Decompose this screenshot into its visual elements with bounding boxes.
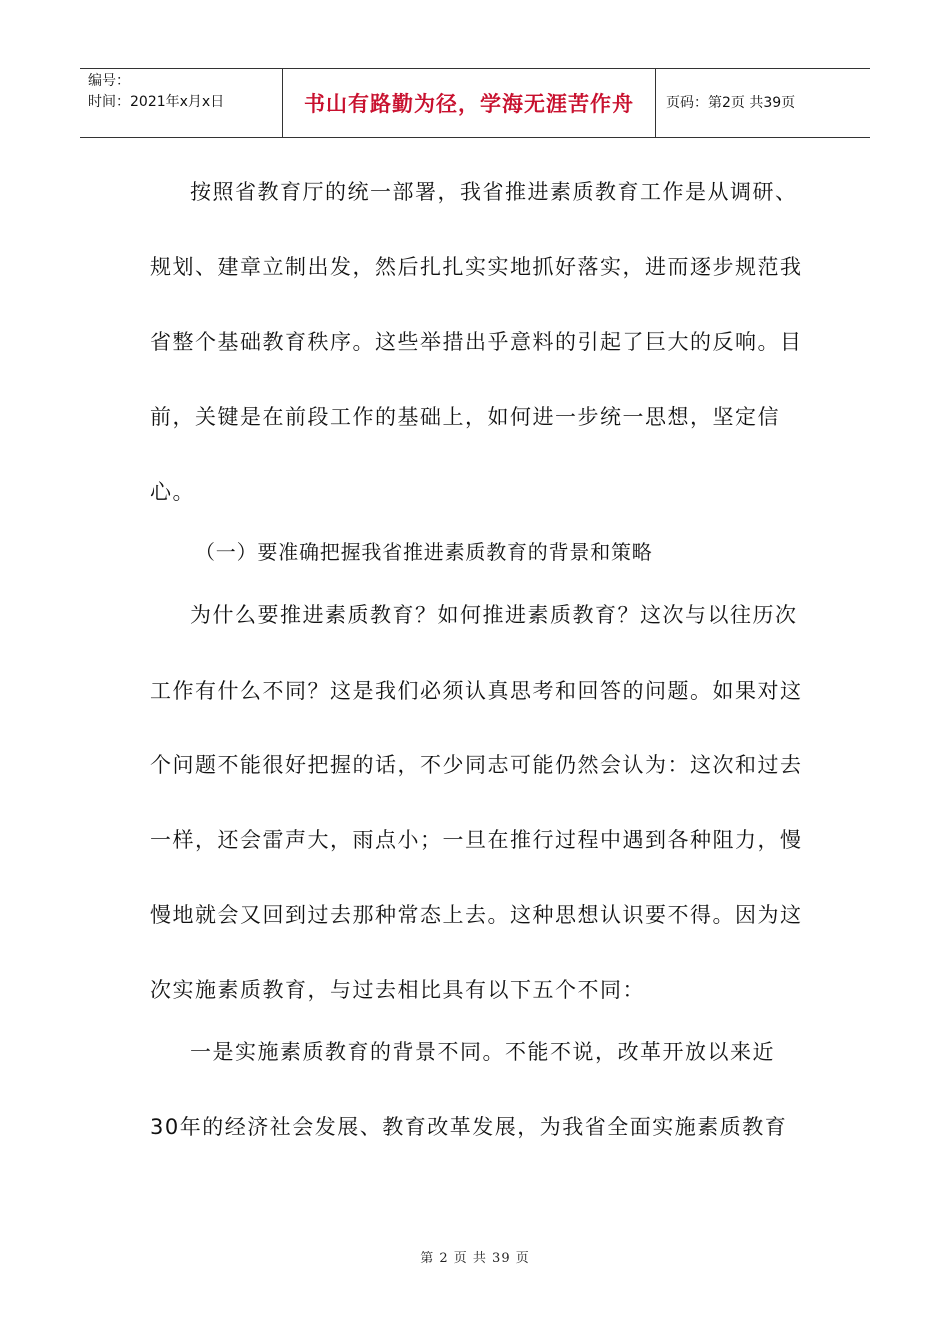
page-footer: 第 2 页 共 39 页: [420, 1251, 530, 1266]
header-motto: 书山有路勤为径，学海无涯苦作舟: [304, 92, 634, 116]
paragraph-line: 次实施素质教育，与过去相比具有以下五个不同：: [150, 978, 645, 1002]
paragraph-line: 省整个基础教育秩序。这些举措出乎意料的引起了巨大的反响。目: [150, 330, 803, 354]
paragraph-line: 慢地就会又回到过去那种常态上去。这种思想认识要不得。因为这: [150, 903, 803, 927]
paragraph-line: 心。: [150, 480, 195, 504]
paragraph-line: 一样，还会雷声大，雨点小；一旦在推行过程中遇到各种阻力，慢: [150, 828, 803, 852]
paragraph-line: 个问题不能很好把握的话，不少同志可能仍然会认为：这次和过去: [150, 753, 803, 777]
header-page-info: 页码：第2页 共39页: [666, 95, 796, 111]
paragraph-line: 为什么要推进素质教育？如何推进素质教育？这次与以往历次: [190, 603, 798, 627]
paragraph-line: 一是实施素质教育的背景不同。不能不说，改革开放以来近: [190, 1040, 775, 1064]
section-heading: （一）要准确把握我省推进素质教育的背景和策略: [195, 540, 653, 564]
paragraph-line: 按照省教育厅的统一部署，我省推进素质教育工作是从调研、: [190, 180, 798, 204]
header-page-cell: [656, 69, 870, 137]
paragraph-line: 前，关键是在前段工作的基础上，如何进一步统一思想，坚定信: [150, 405, 780, 429]
header-meta-cell: [80, 69, 283, 137]
document-header: [80, 68, 870, 138]
header-motto-cell: [283, 69, 656, 137]
document-date-label: 时间：2021年x月x日: [88, 94, 225, 110]
paragraph-line: 工作有什么不同？这是我们必须认真思考和回答的问题。如果对这: [150, 679, 803, 703]
paragraph-line: 30年的经济社会发展、教育改革发展，为我省全面实施素质教育: [150, 1115, 788, 1139]
paragraph-line: 规划、建章立制出发，然后扎扎实实地抓好落实，进而逐步规范我: [150, 255, 803, 279]
document-number-label: 编号：: [88, 73, 130, 89]
